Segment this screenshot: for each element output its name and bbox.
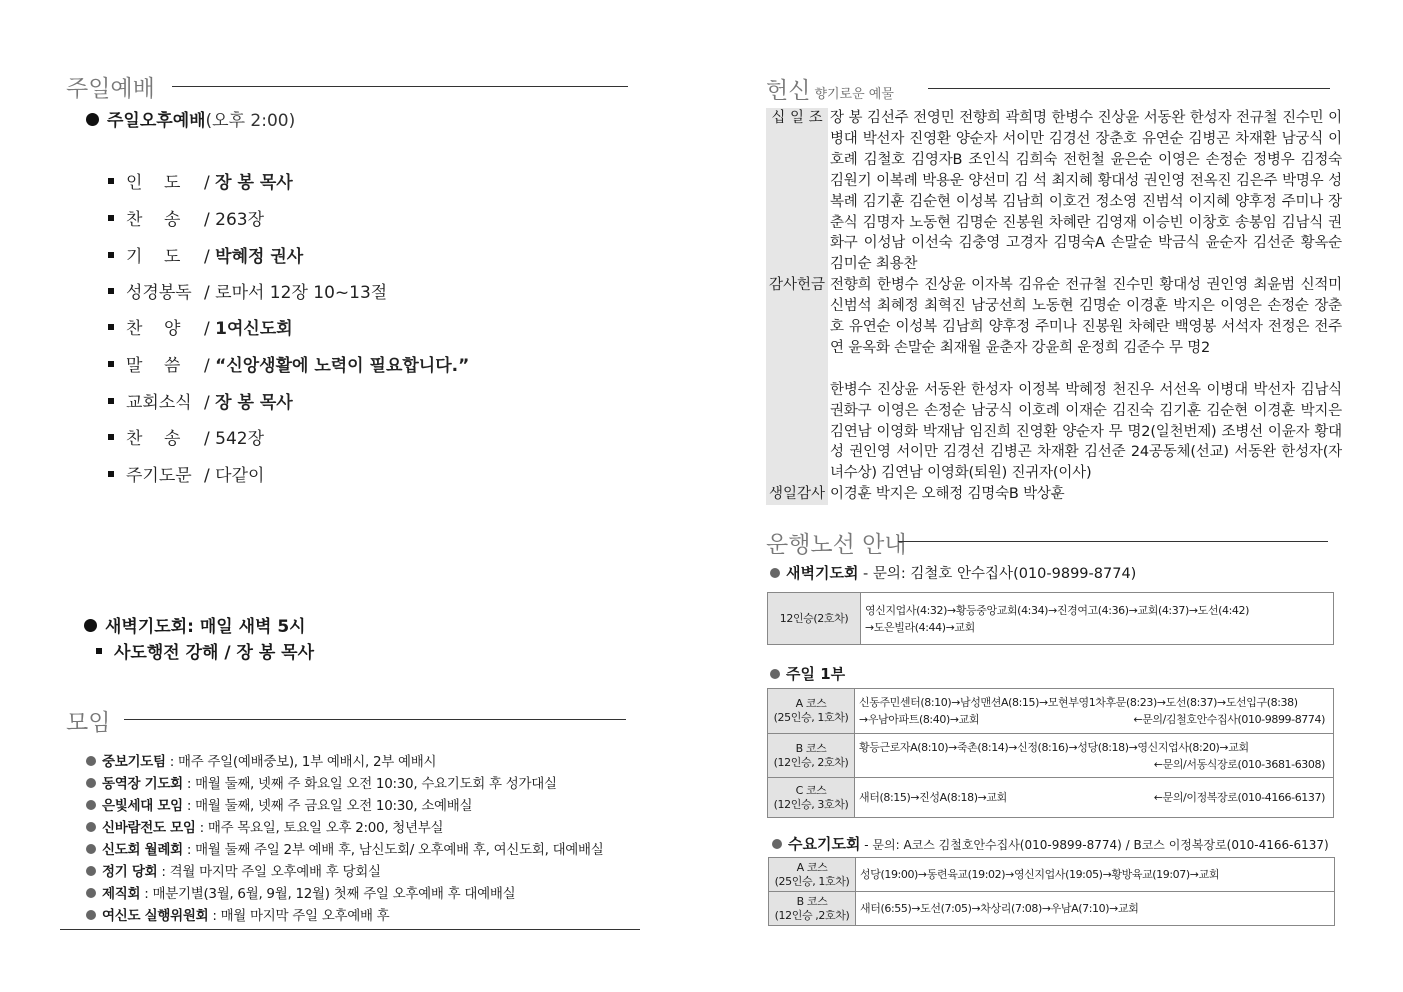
section-divider xyxy=(124,719,626,720)
route-path-line: →도은빌라(4:44)→교회 xyxy=(865,620,975,634)
bullet-icon xyxy=(86,844,96,854)
order-separator: / xyxy=(204,247,216,267)
order-separator: / xyxy=(204,210,216,230)
meeting-name: 제직회 xyxy=(102,886,141,902)
route-path xyxy=(855,734,1334,778)
wed-route-table xyxy=(768,857,1335,926)
offering-list xyxy=(766,108,1342,505)
route-course-name: A 코스 xyxy=(796,860,828,874)
route-course-name: B 코스 xyxy=(795,741,827,755)
route-course xyxy=(769,892,856,926)
meeting-section-title: 모임 xyxy=(66,710,111,736)
route-course-name: C 코스 xyxy=(795,783,827,797)
dawn-route-heading xyxy=(770,562,1136,583)
order-item xyxy=(108,205,264,230)
offering-category xyxy=(766,380,828,485)
route-course-vehicle: (25인승, 1호차) xyxy=(773,711,849,724)
route-path-line: 영신지업사(4:32)→황등중앙교회(4:34)→진경여고(4:36)→교회(4:37)→도선(4:42) xyxy=(865,603,1249,617)
meeting-item xyxy=(86,750,436,770)
order-separator: / xyxy=(204,319,216,339)
offering-row xyxy=(766,380,1342,485)
order-item xyxy=(108,168,293,193)
order-item xyxy=(108,461,264,486)
route-path-line: 황등근로자A(8:10)→죽촌(8:14)→신정(8:16)→성당(8:18)→영신지업사(8:20)→교회 xyxy=(859,740,1249,754)
square-bullet-icon xyxy=(108,398,114,404)
offering-row xyxy=(766,108,1342,275)
meeting-desc: : 매월 둘째 주일 2부 예배 후, 남신도회/ 오후예배 후, 여신도회, 대예배실 xyxy=(186,842,604,858)
meeting-desc: : 매주 주일(예배중보), 1부 예배시, 2부 예배시 xyxy=(169,754,437,770)
route-course xyxy=(768,734,855,778)
meeting-item xyxy=(86,860,381,880)
meeting-desc: : 매월 둘째, 넷째 주 화요일 오전 10:30, 수요기도회 후 성가대실 xyxy=(186,776,557,792)
order-label: 찬 송 xyxy=(126,429,181,449)
table-row xyxy=(768,734,1334,778)
bullet-icon xyxy=(772,839,782,849)
meeting-item xyxy=(86,772,557,792)
offering-names: 장 봉 김선주 전영민 전향희 곽희명 한병수 진상윤 서동완 한성자 전규철 진수민 이병대 박선자 진영환 양순자 서이만 김경선 장춘호 유연순 김병곤 차재환 남궁식 이호례 김철호 김영자B 조인식 김희숙 전헌철 윤은순 이영은 손정순 정병우 김정숙 김원기 이복례 박용운 양선미 김 석 최지혜 황대성 권인영 전옥진 김은주 박명우 성복례 김기훈 김순현 이성복 김남희 이호건 정소영 진범석 이지혜 양후정 주미나 장춘식 김명자 노동현 김명순 진봉원 차혜란 김영재 이승빈 이창호 송봉임 김남식 권화구 이성남 이선숙 김충영 고경자 김명숙A 손말순 박금식 윤순자 김선준 황옥순 김미순 최용찬 xyxy=(830,110,1342,273)
sunday-route-table xyxy=(767,688,1334,818)
worship-section-title: 주일예배 xyxy=(66,76,155,102)
square-bullet-icon xyxy=(96,648,102,654)
route-course-name: B 코스 xyxy=(796,894,828,908)
section-divider xyxy=(172,86,628,87)
route-course xyxy=(768,778,855,818)
order-value: 다같이 xyxy=(215,466,265,486)
dawn-route-inquiry: - 문의: 김철호 안수집사(010-9899-8774) xyxy=(858,566,1137,582)
meeting-item xyxy=(86,794,472,814)
offering-category: 생일감사 xyxy=(766,484,828,505)
afternoon-service-heading xyxy=(86,106,295,131)
order-label: 교회소식 xyxy=(126,393,192,413)
meeting-item xyxy=(86,816,443,836)
meeting-desc: : 격월 마지막 주일 오후예배 후 당회실 xyxy=(161,864,381,880)
route-path-line: →우남아파트(8:40)→교회 xyxy=(859,713,980,726)
dawn-prayer-heading xyxy=(84,612,306,637)
bullet-icon xyxy=(86,756,96,766)
meeting-desc: : 매월 둘째, 넷째 주 금요일 오전 10:30, 소예배실 xyxy=(186,798,473,814)
order-value: 542장 xyxy=(215,429,265,449)
order-separator: / xyxy=(204,393,216,413)
meeting-item xyxy=(86,904,389,924)
order-item xyxy=(108,388,293,413)
table-row xyxy=(768,593,1334,645)
order-item xyxy=(108,424,264,449)
route-vehicle: 12인승(2호차) xyxy=(768,593,861,645)
meeting-item xyxy=(86,882,515,902)
route-course xyxy=(768,689,855,734)
bottom-divider xyxy=(60,929,640,930)
meeting-name: 신도회 월례회 xyxy=(102,842,183,858)
order-separator: / xyxy=(204,429,216,449)
sunday-route-heading xyxy=(770,663,845,684)
order-label: 기 도 xyxy=(126,247,181,267)
order-item xyxy=(108,278,387,303)
offering-row xyxy=(766,275,1342,359)
route-course-vehicle: (12인승, 2호차) xyxy=(773,755,849,769)
meeting-name: 정기 당회 xyxy=(102,864,158,880)
order-label: 찬 양 xyxy=(126,319,181,339)
meeting-desc: : 매분기별(3월, 6월, 9월, 12월) 첫째 주일 오후예배 후 대예배실 xyxy=(144,886,516,902)
square-bullet-icon xyxy=(108,252,114,258)
order-value: 로마서 12장 10~13절 xyxy=(215,283,388,303)
meeting-name: 여신도 실행위원회 xyxy=(102,908,209,924)
route-path-line: 신동주민센터(8:10)→남성맨션A(8:15)→모현부영1차후문(8:23)→도선(8:37)→도선입구(8:38) xyxy=(859,696,1298,709)
afternoon-service-time: (오후 2:00) xyxy=(205,111,296,131)
dawn-prayer-sub-text: 사도행전 강해 / 장 봉 목사 xyxy=(114,643,315,663)
route-course-name: A 코스 xyxy=(795,697,827,710)
route-course-vehicle: (25인승, 1호차) xyxy=(774,874,850,888)
route-inquiry: ←문의/김철호안수집사(010-9899-8774) xyxy=(1133,713,1325,726)
offering-category xyxy=(766,359,828,380)
bullet-icon xyxy=(86,822,96,832)
order-label: 주기도문 xyxy=(126,466,192,486)
offering-title: 헌신 xyxy=(766,78,811,104)
order-label: 성경봉독 xyxy=(126,283,192,303)
table-row xyxy=(768,778,1334,818)
meeting-desc: : 매월 마지막 주일 오후예배 후 xyxy=(212,908,390,924)
bullet-icon xyxy=(86,778,96,788)
square-bullet-icon xyxy=(108,471,114,477)
offering-names: 한병수 진상윤 서동완 한성자 이정복 박혜정 천진우 서선옥 이병대 박선자 김남식 권화구 이영은 손정순 남궁식 이호례 이재순 김진숙 김기훈 김순현 이경훈 박지은 김연남 이영화 박재남 임진희 진영환 양순자 무 명2(일천번제) 조병선 이윤자 황대성 권인영 서이만 김경선 김병곤 차재환 김선준 24공동체(선교) 서동완 한성자(자녀수상) 김연남 이영화(퇴원) 진귀자(이사) xyxy=(830,381,1342,482)
order-item xyxy=(108,351,469,376)
square-bullet-icon xyxy=(108,288,114,294)
offering-subtitle: 향기로운 예물 xyxy=(814,87,894,102)
route-course xyxy=(769,858,856,892)
bullet-icon xyxy=(86,866,96,876)
square-bullet-icon xyxy=(108,434,114,440)
bullet-icon xyxy=(86,800,96,810)
table-row xyxy=(769,858,1335,892)
meeting-desc: : 매주 목요일, 토요일 오후 2:00, 청년부실 xyxy=(199,820,444,836)
offering-category: 십 일 조 xyxy=(766,108,828,275)
route-path xyxy=(855,689,1334,734)
order-item xyxy=(108,242,303,267)
dawn-route-table xyxy=(767,592,1334,645)
route-course-vehicle: (12인승, 3호차) xyxy=(773,797,849,811)
square-bullet-icon xyxy=(108,215,114,221)
meeting-name: 동역장 기도회 xyxy=(102,776,183,792)
offering-names: 이경훈 박지은 오해정 김명숙B 박상훈 xyxy=(830,486,1065,503)
meeting-item xyxy=(86,838,604,858)
order-value: 박혜정 권사 xyxy=(215,247,304,267)
bullet-icon xyxy=(84,619,97,632)
route-inquiry: ←문의/서동식장로(010-3681-6308) xyxy=(1153,757,1325,771)
order-separator: / xyxy=(204,466,216,486)
meeting-name: 중보기도팀 xyxy=(102,754,166,770)
table-row xyxy=(769,892,1335,926)
order-label: 말 씀 xyxy=(126,356,181,376)
bullet-icon xyxy=(86,888,96,898)
order-separator: / xyxy=(204,356,216,376)
offering-row xyxy=(766,484,1342,505)
offering-names xyxy=(828,359,1342,380)
offering-row xyxy=(766,359,1342,380)
wed-route-inquiry: - 문의: A코스 김철호안수집사(010-9899-8774) / B코스 이정복장로(010-4166-6137) xyxy=(860,838,1329,852)
dawn-route-title: 새벽기도회 xyxy=(786,564,859,582)
table-row xyxy=(768,689,1334,734)
afternoon-service-title: 주일오후예배 xyxy=(107,111,206,131)
route-path: 성당(19:00)→동련육교(19:02)→영신지업사(19:05)→황방육교(19:07)→교회 xyxy=(856,858,1335,892)
dawn-prayer-title: 새벽기도회: 매일 새벽 5시 xyxy=(105,617,306,637)
section-divider xyxy=(898,541,1328,542)
order-label: 인 도 xyxy=(126,173,181,193)
route-path-line: 새터(8:15)→진성A(8:18)→교회 xyxy=(859,791,1007,804)
offering-category: 감사헌금 xyxy=(766,275,828,359)
section-divider xyxy=(928,88,1330,89)
route-inquiry: ←문의/이정복장로(010-4166-6137) xyxy=(1153,791,1325,804)
route-section-title: 운행노선 안내 xyxy=(766,532,907,558)
route-path xyxy=(855,778,1334,818)
order-separator: / xyxy=(204,173,216,193)
route-course-vehicle: (12인승 ,2호차) xyxy=(774,908,850,922)
dawn-prayer-sub xyxy=(96,638,314,663)
bullet-icon xyxy=(770,568,780,578)
order-value: 장 봉 목사 xyxy=(215,393,293,413)
order-value: 1여신도회 xyxy=(215,319,293,339)
sunday-route-title: 주일 1부 xyxy=(786,665,846,683)
wed-route-heading xyxy=(772,833,1329,854)
order-separator: / xyxy=(204,283,216,303)
bullet-icon xyxy=(770,669,780,679)
offering-names: 전향희 한병수 진상윤 이자복 김유순 전규철 진수민 황대성 권인영 최윤범 신적미 신범석 최혜정 최혁진 남궁선희 노동현 김명순 이경훈 박지은 이영은 손정순 장춘호 유연순 이성복 김남희 양후정 주미나 진봉원 차혜란 백영봉 서석자 전정은 전주연 윤옥화 손말순 최재월 윤춘자 강윤희 운정희 김준수 무 명2 xyxy=(830,277,1342,356)
order-value: 장 봉 목사 xyxy=(215,173,293,193)
offering-section-title xyxy=(766,72,894,105)
bullet-icon xyxy=(86,113,99,126)
square-bullet-icon xyxy=(108,178,114,184)
route-path: 새터(6:55)→도선(7:05)→차상리(7:08)→우남A(7:10)→교회 xyxy=(856,892,1335,926)
order-value: 263장 xyxy=(215,210,265,230)
bullet-icon xyxy=(86,910,96,920)
route-path xyxy=(861,593,1334,645)
order-value: “신앙생활에 노력이 필요합니다.” xyxy=(215,356,470,376)
order-item xyxy=(108,314,293,339)
meeting-name: 신바람전도 모임 xyxy=(102,820,196,836)
square-bullet-icon xyxy=(108,324,114,330)
meeting-name: 은빛세대 모임 xyxy=(102,798,183,814)
wed-route-title: 수요기도회 xyxy=(788,835,861,853)
square-bullet-icon xyxy=(108,361,114,367)
order-label: 찬 송 xyxy=(126,210,181,230)
